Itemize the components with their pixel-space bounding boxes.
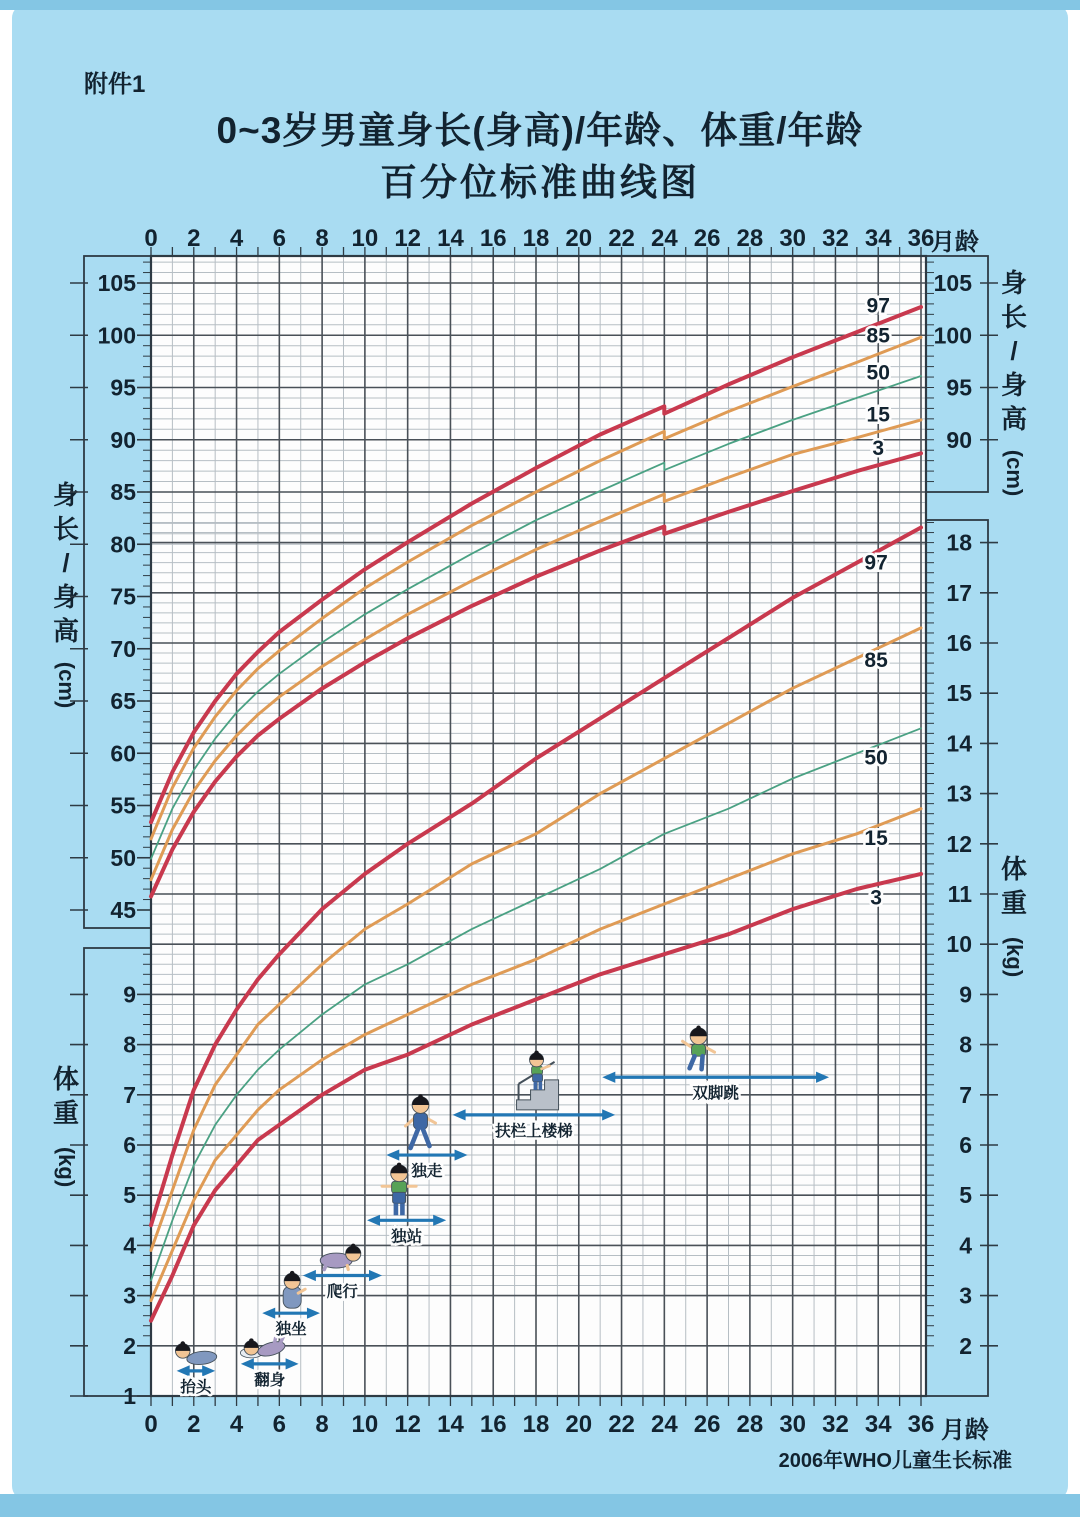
svg-text:36: 36: [907, 1411, 935, 1438]
svg-text:爬行: 爬行: [326, 1283, 358, 1301]
svg-text:28: 28: [736, 225, 764, 252]
svg-text:55: 55: [110, 792, 136, 819]
attachment-label: 附件1: [84, 71, 146, 98]
svg-text:5: 5: [959, 1182, 972, 1209]
svg-text:2: 2: [123, 1332, 136, 1359]
svg-text:75: 75: [110, 583, 136, 610]
svg-text:18: 18: [522, 1411, 550, 1438]
svg-text:0: 0: [144, 1411, 158, 1438]
svg-text:双脚跳: 双脚跳: [692, 1085, 739, 1103]
svg-text:6: 6: [123, 1132, 136, 1158]
svg-text:85: 85: [866, 324, 890, 348]
svg-text:20: 20: [565, 225, 593, 252]
svg-text:36: 36: [907, 225, 935, 252]
weight-axis-label-left: 体 重 (kg): [52, 1064, 80, 1188]
svg-text:100: 100: [933, 322, 972, 349]
svg-text:95: 95: [946, 374, 972, 401]
weight-axis-label-right: 体 重 (kg): [1000, 854, 1028, 978]
svg-text:8: 8: [959, 1031, 972, 1058]
svg-text:独坐: 独坐: [275, 1321, 307, 1339]
svg-text:17: 17: [946, 579, 972, 606]
svg-text:14: 14: [437, 225, 464, 252]
svg-text:6: 6: [272, 225, 287, 252]
svg-text:扶栏上楼梯: 扶栏上楼梯: [495, 1122, 573, 1140]
svg-text:95: 95: [110, 374, 136, 401]
svg-text:16: 16: [479, 1411, 507, 1438]
svg-text:30: 30: [779, 1411, 807, 1438]
svg-text:80: 80: [110, 531, 136, 558]
svg-text:97: 97: [864, 551, 888, 575]
svg-text:14: 14: [437, 1411, 464, 1438]
svg-text:12: 12: [946, 830, 972, 857]
svg-text:6: 6: [272, 1411, 287, 1438]
svg-text:32: 32: [822, 1411, 849, 1438]
svg-text:90: 90: [110, 426, 136, 453]
svg-text:24: 24: [650, 225, 678, 252]
svg-text:15: 15: [946, 680, 972, 707]
svg-text:独走: 独走: [411, 1163, 443, 1181]
svg-text:3: 3: [959, 1282, 972, 1309]
svg-text:85: 85: [864, 649, 888, 673]
svg-text:22: 22: [608, 225, 635, 252]
height-axis-label-left: 身 长 / 身 高 (cm): [52, 480, 80, 709]
svg-text:1: 1: [123, 1383, 136, 1409]
svg-text:10: 10: [351, 1411, 379, 1438]
svg-text:9: 9: [123, 981, 136, 1008]
age-unit-top: 月龄: [931, 229, 979, 256]
svg-text:2: 2: [187, 1411, 201, 1438]
svg-text:3: 3: [872, 436, 885, 460]
svg-text:4: 4: [229, 225, 244, 252]
svg-text:8: 8: [123, 1031, 136, 1058]
svg-text:50: 50: [110, 844, 136, 871]
svg-text:14: 14: [946, 730, 972, 757]
page-title-line1: 0~3岁男童身长(身高)/年龄、体重/年龄: [216, 110, 864, 151]
svg-text:15: 15: [866, 403, 890, 427]
svg-text:105: 105: [933, 270, 972, 296]
svg-text:15: 15: [864, 826, 888, 850]
svg-text:65: 65: [110, 688, 136, 714]
svg-text:26: 26: [693, 225, 721, 252]
svg-text:45: 45: [110, 897, 136, 923]
svg-text:26: 26: [693, 1411, 721, 1438]
svg-text:16: 16: [479, 225, 507, 252]
svg-text:7: 7: [959, 1081, 972, 1108]
svg-text:0: 0: [144, 225, 158, 252]
svg-text:28: 28: [736, 1411, 764, 1438]
svg-text:12: 12: [394, 1411, 422, 1438]
svg-text:8: 8: [315, 1411, 329, 1438]
svg-text:4: 4: [959, 1232, 972, 1259]
svg-text:30: 30: [779, 225, 807, 252]
svg-text:12: 12: [394, 225, 422, 252]
svg-text:32: 32: [822, 225, 849, 252]
svg-text:6: 6: [959, 1132, 972, 1158]
svg-text:105: 105: [97, 270, 136, 296]
svg-text:85: 85: [110, 479, 136, 505]
svg-text:翻身: 翻身: [254, 1371, 286, 1389]
svg-text:13: 13: [946, 780, 972, 807]
svg-text:独站: 独站: [391, 1228, 423, 1246]
svg-text:10: 10: [946, 931, 972, 958]
svg-text:4: 4: [123, 1232, 136, 1259]
svg-text:50: 50: [866, 361, 890, 385]
svg-text:34: 34: [864, 225, 892, 252]
svg-text:4: 4: [229, 1411, 244, 1438]
svg-text:2: 2: [959, 1332, 972, 1359]
svg-text:60: 60: [110, 740, 136, 767]
svg-text:34: 34: [864, 1411, 892, 1438]
page-title-line2: 百分位标准曲线图: [380, 162, 700, 203]
svg-text:18: 18: [946, 529, 972, 556]
svg-text:3: 3: [123, 1282, 136, 1309]
svg-text:22: 22: [608, 1411, 635, 1438]
svg-text:5: 5: [123, 1182, 136, 1209]
age-unit-bottom: 月龄: [941, 1417, 989, 1444]
svg-text:24: 24: [650, 1411, 678, 1438]
svg-text:2: 2: [187, 225, 201, 252]
svg-text:50: 50: [864, 746, 888, 770]
svg-text:9: 9: [959, 981, 972, 1008]
svg-text:20: 20: [565, 1411, 593, 1438]
svg-text:10: 10: [351, 225, 379, 252]
svg-text:100: 100: [97, 322, 136, 349]
svg-text:90: 90: [946, 426, 972, 453]
svg-text:97: 97: [866, 294, 890, 318]
svg-text:抬头: 抬头: [180, 1378, 212, 1396]
height-axis-label-right: 身 长 / 身 高 (cm): [1000, 268, 1028, 497]
svg-text:7: 7: [123, 1081, 136, 1108]
svg-text:18: 18: [522, 225, 550, 252]
svg-text:8: 8: [315, 225, 329, 252]
source-note: 2006年WHO儿童生长标准: [778, 1450, 1012, 1472]
svg-text:16: 16: [946, 630, 972, 656]
svg-text:11: 11: [947, 881, 972, 907]
svg-text:3: 3: [870, 886, 882, 910]
svg-text:70: 70: [110, 635, 136, 662]
